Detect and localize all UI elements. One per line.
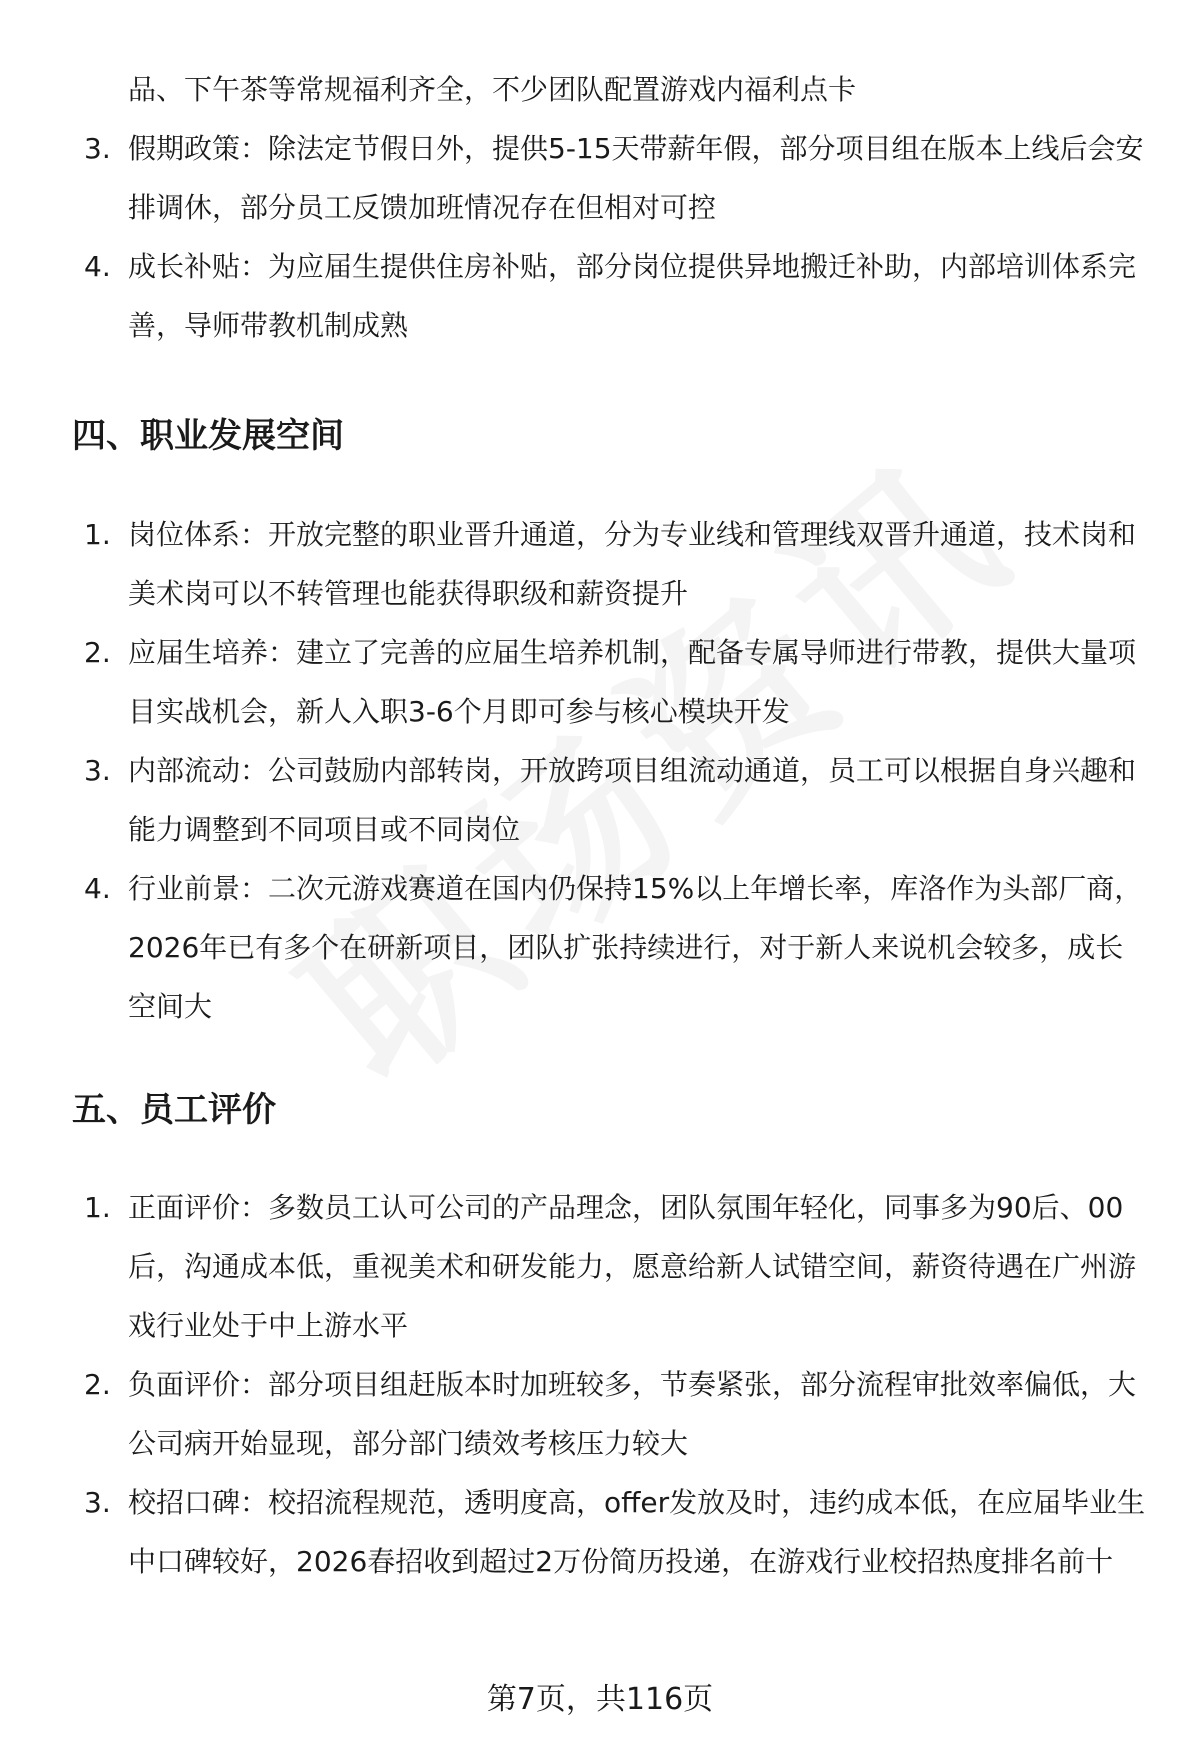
list-item <box>0 741 1200 859</box>
section-3-continuation <box>0 60 1200 355</box>
page-number: 第7页，共116页 <box>486 1682 714 1717</box>
section-heading-career: 四、职业发展空间 <box>72 416 344 456</box>
section-5-list <box>0 1178 1200 1591</box>
list-item <box>0 505 1200 623</box>
list-item-text: 校招口碑：校招流程规范，透明度高，offer发放及时，违约成本低，在应届毕业生中口碑较好，2026春招收到超过2万份简历投递，在游戏行业校招热度排名前十 <box>128 1486 1146 1578</box>
list-item-number: 1. <box>84 1191 111 1224</box>
list-item-text: 应届生培养：建立了完善的应届生培养机制，配备专属导师进行带教，提供大量项目实战机会，新人入职3-6个月即可参与核心模块开发 <box>128 636 1137 728</box>
list-item-number: 3. <box>84 754 111 787</box>
list-item-number: 1. <box>84 518 111 551</box>
list-item-number: 2. <box>84 636 111 669</box>
list-item-text: 负面评价：部分项目组赶版本时加班较多，节奏紧张，部分流程审批效率偏低，大公司病开始显现，部分部门绩效考核压力较大 <box>128 1368 1137 1460</box>
list-item <box>0 1178 1200 1355</box>
list-item-text: 内部流动：公司鼓励内部转岗，开放跨项目组流动通道，员工可以根据自身兴趣和能力调整到不同项目或不同岗位 <box>128 754 1137 846</box>
list-item <box>0 1355 1200 1473</box>
list-item <box>0 623 1200 741</box>
item-continuation-text: 品、下午茶等常规福利齐全，不少团队配置游戏内福利点卡 <box>128 73 857 106</box>
list-item-number: 2. <box>84 1368 111 1401</box>
list-item-number: 4. <box>84 872 111 905</box>
list-item-text: 成长补贴：为应届生提供住房补贴，部分岗位提供异地搬迁补助，内部培训体系完善，导师带教机制成熟 <box>128 250 1137 342</box>
list-item-number: 3. <box>84 1486 111 1519</box>
list-item-number: 4. <box>84 250 111 283</box>
list-item <box>0 859 1200 1036</box>
list-item <box>0 237 1200 355</box>
list-item <box>0 1473 1200 1591</box>
list-item-text: 正面评价：多数员工认可公司的产品理念，团队氛围年轻化，同事多为90后、00后，沟通成本低，重视美术和研发能力，愿意给新人试错空间，薪资待遇在广州游戏行业处于中上游水平 <box>128 1191 1137 1342</box>
section-4-list <box>0 505 1200 1036</box>
list-item-text: 岗位体系：开放完整的职业晋升通道，分为专业线和管理线双晋升通道，技术岗和美术岗可以不转管理也能获得职级和薪资提升 <box>128 518 1137 610</box>
list-item-number: 3. <box>84 132 111 165</box>
section-heading-employee-reviews: 五、员工评价 <box>72 1090 276 1130</box>
list-item-text: 假期政策：除法定节假日外，提供5-15天带薪年假，部分项目组在版本上线后会安排调休，部分员工反馈加班情况存在但相对可控 <box>128 132 1144 224</box>
list-item <box>0 119 1200 237</box>
list-item-text: 行业前景：二次元游戏赛道在国内仍保持15%以上年增长率，库洛作为头部厂商，2026年已有多个在研新项目，团队扩张持续进行，对于新人来说机会较多，成长空间大 <box>128 872 1143 1023</box>
